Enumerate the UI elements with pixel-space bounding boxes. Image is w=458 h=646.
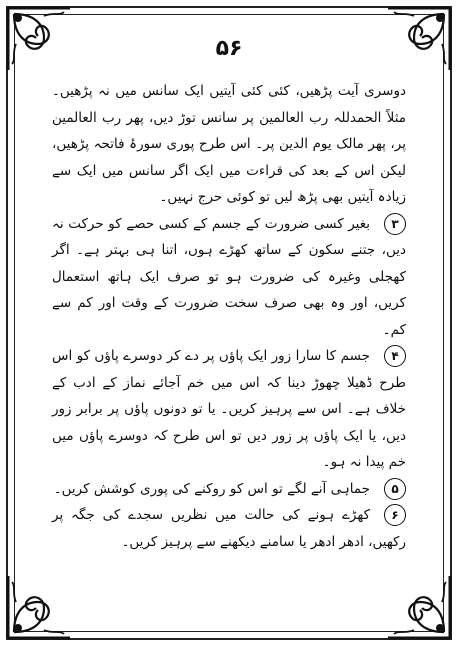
numbered-paragraph (52, 502, 406, 555)
paragraph-text: جماہی آنے لگے تو اس کو روکنے کی پوری کوشش کریں۔ (53, 480, 370, 497)
page-number: ۵۶ (215, 36, 243, 61)
numbered-paragraph (52, 343, 406, 476)
item-number-badge: ۳ (384, 213, 406, 235)
item-number-badge: ۵ (384, 478, 406, 500)
paragraph-text: دوسری آیت پڑھیں، کئی کئی آیتیں ایک سانس میں نہ پڑھیں۔ مثلاً الحمدللہ رب العالمین پر سانس توڑ دیں، پھر رب العالمین پر، پھر مالک یوم الدین پر۔ اس طرح پوری سورۂ فاتحہ پڑھیں، لیکن اس کے بعد کی قراءت میں ایک اگر سانس میں ایک سے زیادہ آیتیں بھی پڑھ لیں تو کوئی حرج نہیں۔ (52, 83, 406, 205)
numbered-paragraph (52, 476, 406, 503)
paragraph (52, 78, 406, 211)
paragraph-text: بغیر کسی ضرورت کے جسم کے کسی حصے کو حرکت نہ دیں، جتنے سکون کے ساتھ کھڑے ہوں، اتنا ہی بہتر ہے۔ اگر کھجلی وغیرہ کی ضرورت ہو تو صرف ایک ہاتھ استعمال کریں، اور وہ بھی صرف سخت ضرورت کے وقت اور کم سے کم۔ (52, 215, 406, 338)
item-number-badge: ۴ (384, 345, 406, 367)
corner-ornament-icon (384, 572, 454, 642)
numbered-paragraph (52, 211, 406, 344)
paragraph-text: کھڑے ہونے کی حالت میں نظریں سجدے کی جگہ پر رکھیں، ادھر ادھر یا سامنے دیکھنے سے پرہیز کریں۔ (52, 507, 406, 550)
corner-ornament-icon (4, 572, 74, 642)
page-body (52, 78, 406, 555)
paragraph-text: جسم کا سارا زور ایک پاؤں پر دے کر دوسرے پاؤں کو اس طرح ڈھیلا چھوڑ دینا کہ اس میں خم آجائے نماز کے ادب کے خلاف ہے۔ اس سے پرہیز کریں۔ یا تو دونوں پاؤں پر برابر زور دیں، یا ایک پاؤں پر زور دیں تو اس طرح کہ دوسرے پاؤں میں خم پیدا نہ ہو۔ (52, 348, 406, 470)
item-number-badge: ۶ (384, 504, 406, 526)
